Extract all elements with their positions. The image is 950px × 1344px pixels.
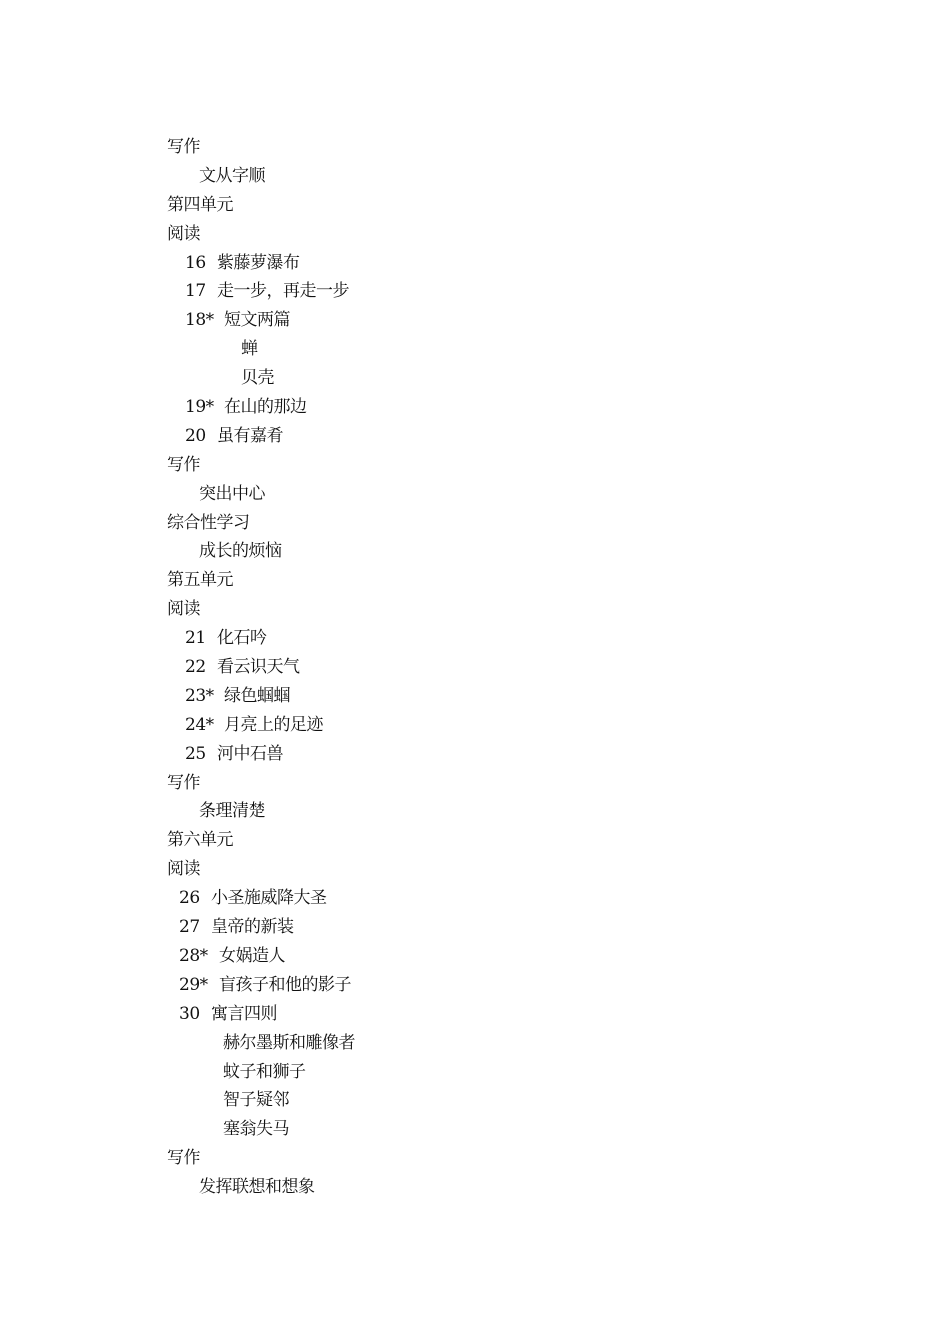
lesson-title: 紫藤萝瀑布	[217, 252, 300, 273]
lesson-item	[167, 913, 867, 942]
lesson-item	[167, 942, 867, 971]
lesson-item	[167, 306, 867, 335]
lesson-title: 短文两篇	[224, 310, 290, 331]
section-topic: 成长的烦恼	[199, 541, 282, 562]
lesson-title: 皇帝的新装	[211, 917, 294, 938]
section-topic: 条理清楚	[199, 801, 265, 822]
unit-title: 第五单元	[167, 570, 233, 591]
section-heading-reading: 阅读	[167, 223, 200, 244]
lesson-number: 17	[185, 281, 206, 302]
section-topic: 突出中心	[199, 483, 265, 504]
lesson-number: 27	[179, 917, 200, 938]
lesson-item	[167, 277, 867, 306]
lesson-item	[167, 884, 867, 913]
lesson-number: 30	[179, 1003, 200, 1024]
lesson-title: 女娲造人	[219, 945, 285, 966]
lesson-title: 月亮上的足迹	[224, 714, 323, 735]
section-topic: 文从字顺	[199, 165, 265, 186]
section-heading-writing: 写作	[167, 772, 200, 793]
sub-lesson: 贝壳	[241, 368, 274, 389]
lesson-item	[167, 682, 867, 711]
lesson-number: 22	[185, 657, 206, 678]
lesson-number: 21	[185, 628, 206, 649]
lesson-title: 寓言四则	[211, 1003, 277, 1024]
lesson-item	[167, 740, 867, 769]
section-heading-writing: 写作	[167, 137, 200, 157]
table-of-contents	[167, 133, 867, 1202]
lesson-number: 24*	[185, 714, 214, 735]
section-topic: 发挥联想和想象	[199, 1177, 315, 1198]
lesson-item	[167, 422, 867, 451]
lesson-number: 26	[179, 888, 200, 909]
lesson-title: 化石吟	[217, 628, 267, 649]
lesson-title: 小圣施威降大圣	[211, 888, 327, 909]
sub-lesson: 赫尔墨斯和雕像者	[223, 1032, 355, 1053]
lesson-item	[167, 711, 867, 740]
sub-lesson: 智子疑邻	[223, 1090, 289, 1111]
lesson-number: 18*	[185, 310, 214, 331]
lesson-item	[167, 624, 867, 653]
lesson-number: 19*	[185, 397, 214, 418]
lesson-number: 23*	[185, 685, 214, 706]
lesson-item	[167, 971, 867, 1000]
lesson-title: 虽有嘉肴	[217, 425, 283, 446]
lesson-number: 28*	[179, 945, 208, 966]
lesson-number: 16	[185, 252, 206, 273]
section-heading-reading: 阅读	[167, 859, 200, 880]
lesson-number: 20	[185, 425, 206, 446]
lesson-item	[167, 653, 867, 682]
lesson-number: 29*	[179, 974, 208, 995]
lesson-title: 河中石兽	[217, 743, 283, 764]
section-heading-reading: 阅读	[167, 599, 200, 620]
lesson-title: 看云识天气	[217, 657, 300, 678]
lesson-title: 绿色蝈蝈	[224, 685, 290, 706]
sub-lesson: 塞翁失马	[223, 1119, 289, 1140]
unit-title: 第六单元	[167, 830, 233, 851]
lesson-title: 在山的那边	[224, 397, 307, 418]
section-heading-study: 综合性学习	[167, 512, 250, 533]
sub-lesson: 蝉	[241, 339, 258, 360]
lesson-title: 走一步，再走一步	[217, 281, 349, 302]
section-heading-writing: 写作	[167, 1148, 200, 1169]
section-heading-writing: 写作	[167, 454, 200, 475]
lesson-title: 盲孩子和他的影子	[219, 974, 351, 995]
sub-lesson: 蚊子和狮子	[223, 1061, 306, 1082]
lesson-item	[167, 249, 867, 278]
lesson-item	[167, 393, 867, 422]
lesson-number: 25	[185, 743, 206, 764]
unit-title: 第四单元	[167, 194, 233, 215]
lesson-item	[167, 1000, 867, 1029]
